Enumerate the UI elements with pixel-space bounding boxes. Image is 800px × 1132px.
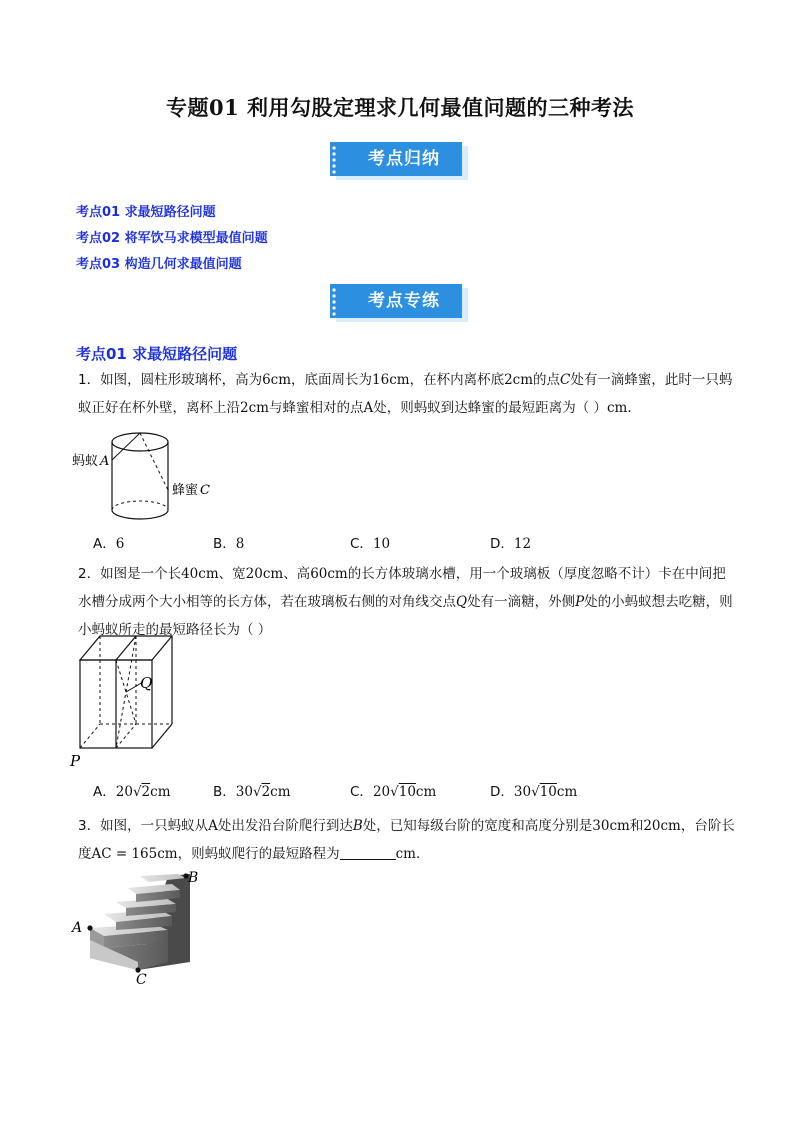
- tank-figure: [68, 630, 178, 770]
- q2-option-c[interactable]: C．20√10cm: [350, 784, 437, 800]
- question-1-text: 1．如图，圆柱形玻璃杯，高为6cm，底面周长为16cm，在杯内离杯底2cm的点C处有一滴蜂蜜，此时一只蚂蚁正好在杯外壁，离杯上沿2cm与蜂蜜相对的点A处，则蚂蚁到达蜂蜜的最短距离为（ ）cm．: [78, 372, 733, 416]
- q2-option-a[interactable]: A．20√2cm: [93, 784, 171, 800]
- q2-option-b[interactable]: B．30√2cm: [213, 784, 291, 800]
- toc-item-1[interactable]: 考点01 求最短路径问题: [76, 205, 216, 220]
- toc-item-2[interactable]: 考点02 将军饮马求模型最值问题: [76, 231, 268, 246]
- q1-option-a[interactable]: A．6: [93, 536, 125, 552]
- practice-banner-label: 考点专练: [368, 291, 440, 311]
- fig-point-a: A: [72, 920, 83, 936]
- fig-label-ant: 蚂蚁: [72, 454, 99, 469]
- toc-item-3[interactable]: 考点03 构造几何求最值问题: [76, 257, 242, 272]
- section-heading: 考点01 求最短路径问题: [76, 345, 238, 363]
- question-2-options: [0, 780, 800, 804]
- staircase-figure: [68, 866, 208, 986]
- fig-label-honey: 蜂蜜: [172, 483, 199, 498]
- q1-option-c[interactable]: C．10: [350, 536, 391, 552]
- question-1-options: [0, 532, 800, 556]
- q1-option-d[interactable]: D．12: [490, 536, 532, 552]
- question-2-text: 2．如图是一个长40cm、宽20cm、高60cm的长方体玻璃水槽，用一个玻璃板（厚度忽略不计）卡在中间把水槽分成两个大小相等的长方体，若在玻璃板右侧的对角线交点Q处有一滴糖，外侧P处的小蚂蚁想去吃糖，则小蚂蚁所走的最短路径长为（ ）: [78, 566, 733, 638]
- fig-point-c: C: [136, 972, 147, 986]
- fig-point-p: P: [70, 752, 81, 770]
- fig-point-b: B: [188, 870, 199, 886]
- fig-point-q: Q: [140, 674, 153, 692]
- question-3-text: 3．如图，一只蚂蚁从A处出发沿台阶爬行到达B处，已知每级台阶的宽度和高度分别是30cm和20cm，台阶长度AC = 165cm，则蚂蚁爬行的最短路程为 cm．: [78, 818, 735, 862]
- summary-banner-label: 考点归纳: [368, 149, 440, 169]
- page-title: 专题01 利用勾股定理求几何最值问题的三种考法: [165, 95, 635, 120]
- fig-point-c: C: [200, 483, 210, 498]
- q2-option-d[interactable]: D．30√10cm: [490, 784, 578, 800]
- fig-point-a: A: [100, 454, 110, 469]
- practice-banner: [330, 284, 468, 324]
- summary-banner: [330, 142, 468, 182]
- q1-option-b[interactable]: B．8: [213, 536, 245, 552]
- answer-blank[interactable]: [340, 845, 396, 860]
- cylinder-figure: [70, 428, 230, 528]
